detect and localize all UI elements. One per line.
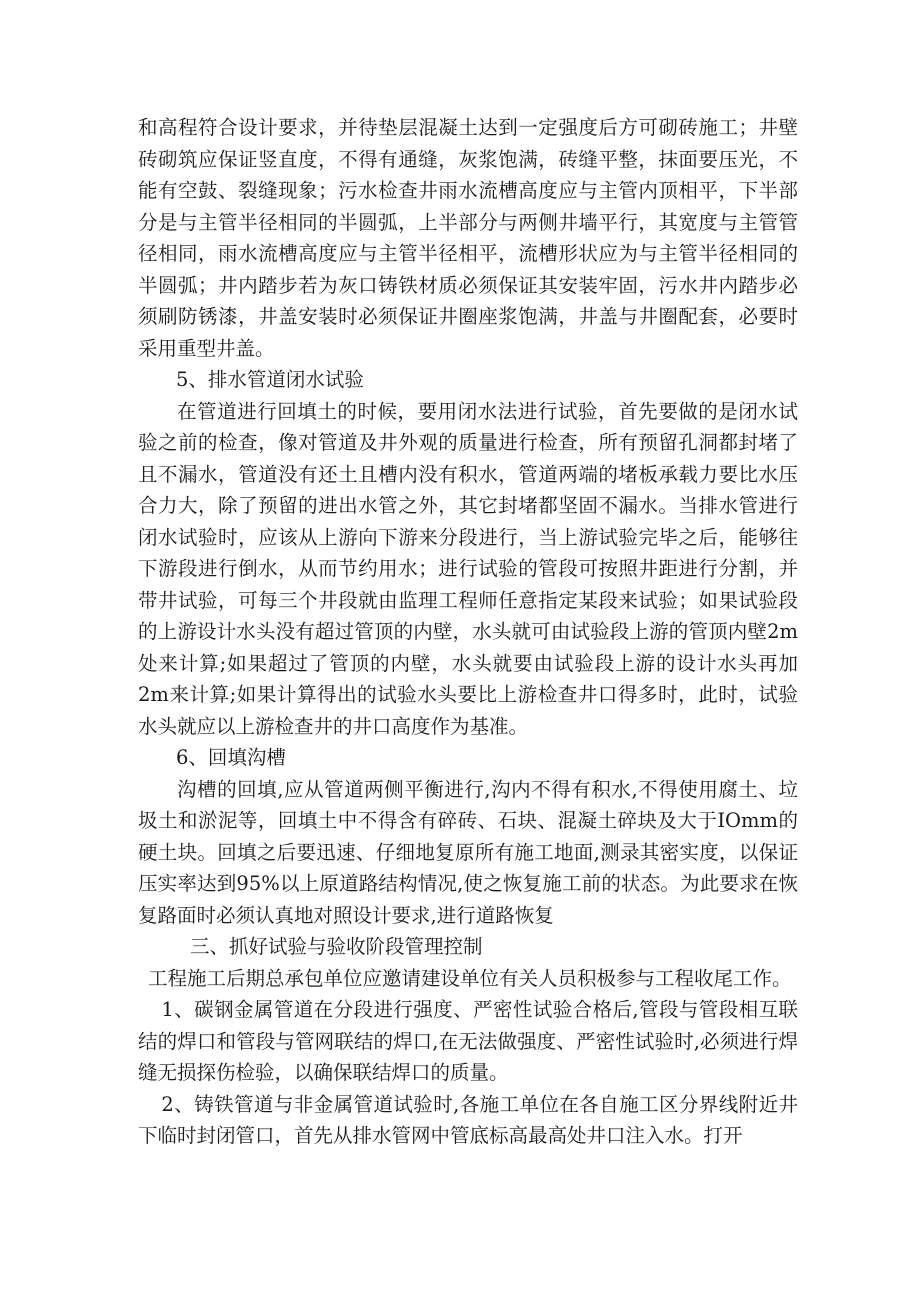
list-item-carbon-steel: 1、碳钢金属管道在分段进行强度、严密性试验合格后,管段与管段相互联结的焊口和管段与管网联结的焊口,在无法做强度、严密性试验时,必须进行焊缝无损探伤检验，以确保联结焊口的质量。	[138, 998, 798, 1084]
paragraph-manhole-requirements: 和高程符合设计要求，并待垫层混凝土达到一定强度后方可砌砖施工；井壁砖砌筑应保证竖直度，不得有通缝，灰浆饱满，砖缝平整，抹面要压光，不能有空鼓、裂缝现象；污水检查井雨水流槽高度应与主管内顶相平，下半部分是与主管半径相同的半圆弧，上半部分与两侧井墙平行，其宽度与主管管径相同，雨水流槽高度应与主管半径相平，流槽形状应为与主管半径相同的半圆弧；井内踏步若为灰口铸铁材质必须保证其安装牢固，污水井内踏步必须刷防锈漆，井盖安装时必须保证井圈座浆饱满，井盖与井圈配套，必要时采用重型井盖。	[138, 116, 798, 360]
paragraph-backfill-trench: 沟槽的回填,应从管道两侧平衡进行,沟内不得有积水,不得使用腐土、垃圾土和淤泥等，回填土中不得含有碎砖、石块、混凝土碎块及大于IOmm的硬土块。回填之后要迅速、仔细地复原所有施工地面,测录其密实度，以保证压实率达到95%以上原道路结构情况,使之恢复施工前的状态。为此要求在恢复路面时必须认真地对照设计要求,进行道路恢复	[138, 777, 798, 927]
paragraph-acceptance-intro: 工程施工后期总承包单位应邀请建设单位有关人员积极参与工程收尾工作。	[148, 966, 792, 990]
list-item-cast-iron: 2、铸铁管道与非金属管道试验时,各施工单位在各自施工区分界线附近井下临时封闭管口，首先从排水管网中管底标高最高处井口注入水。打开	[138, 1092, 798, 1147]
section-heading-backfill-trench: 6、回填沟槽	[176, 746, 286, 769]
section-heading-closed-water-test: 5、排水管道闭水试验	[176, 368, 364, 391]
document-body	[138, 112, 798, 1152]
section-heading-acceptance-control: 三、抓好试验与验收阶段管理控制	[190, 935, 483, 958]
paragraph-closed-water-test: 在管道进行回填土的时候，要用闭水法进行试验，首先要做的是闭水试验之前的检查，像对管道及井外观的质量进行检查，所有预留孔洞都封堵了且不漏水，管道没有还土且槽内没有积水，管道两端的堵板承载力要比水压合力大，除了预留的进出水管之外，其它封堵都坚固不漏水。当排水管进行闭水试验时，应该从上游向下游来分段进行，当上游试验完毕之后，能够往下游段进行倒水，从而节约用水；进行试验的管段可按照井距进行分割，并带井试验，可每三个井段就由监理工程师任意指定某段来试验；如果试验段的上游设计水头没有超过管顶的内壁，水头就可由试验段上游的管顶内壁2m处来计算;如果超过了管顶的内壁，水头就要由试验段上游的设计水头再加2m来计算;如果计算得出的试验水头要比上游检查井口得多时，此时，试验水头就应以上游检查井的井口高度作为基准。	[138, 399, 798, 738]
